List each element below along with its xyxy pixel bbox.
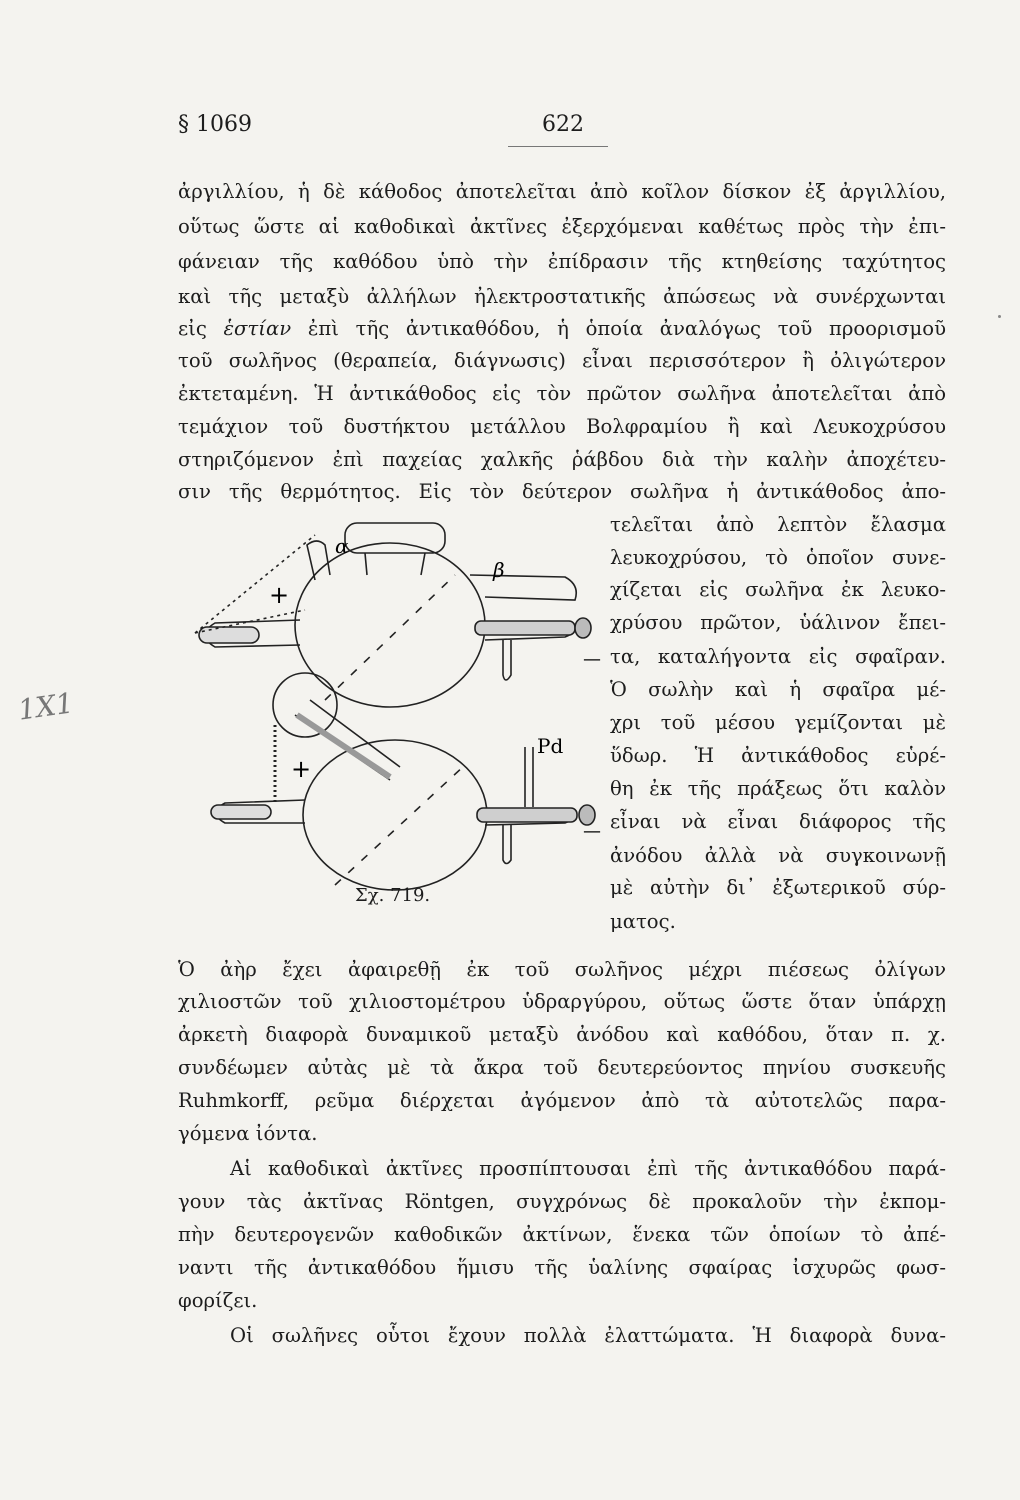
text-line: χιλιοστῶν τοῦ χιλιοστομέτρου ὑδραργύρου, οὕτως ὥστε ὅταν ὑπάρχῃ [178, 990, 946, 1013]
text-line: ἐκτεταμένη. Ἡ ἀντικάθοδος εἰς τὸν πρῶτον σωλῆνα ἀποτελεῖται ἀπὸ [178, 382, 946, 405]
page-number: 622 [542, 112, 584, 137]
text-line: γουν τὰς ἀκτῖνας Röntgen, συγχρόνως δὲ προκαλοῦν τὴν ἐκπομ- [178, 1190, 946, 1213]
text-line: φορίζει. [178, 1289, 258, 1312]
text-line: οὕτως ὥστε αἱ καθοδικαὶ ἀκτῖνες ἐξερχόμεναι καθέτως πρὸς τὴν ἐπι- [178, 215, 946, 238]
text-line: Ὁ ἀὴρ ἔχει ἀφαιρεθῇ ἐκ τοῦ σωλῆνος μέχρι πιέσεως ὀλίγων [178, 958, 946, 981]
text-line: χίζεται εἰς σωλῆνα ἐκ λευκο- [610, 578, 946, 601]
text-line: λευκοχρύσου, τὸ ὁποῖον συνε- [610, 546, 946, 569]
text-line: μὲ αὐτὴν δι᾽ ἐξωτερικοῦ σύρ- [610, 876, 946, 899]
italic-term: ἑστίαν [223, 317, 292, 340]
text-line: Οἱ σωλῆνες οὗτοι ἔχουν πολλὰ ἐλαττώματα. Ἡ διαφορὰ δυνα- [230, 1324, 946, 1347]
text-line: Ὁ σωλὴν καὶ ἡ σφαῖρα μέ- [610, 678, 946, 701]
margin-annotation: 1Χ1 [15, 686, 76, 727]
xray-tubes-drawing [185, 515, 605, 915]
scan-speck [998, 315, 1001, 318]
lower-anticathode [477, 808, 577, 822]
text-line: γόμενα ἰόντα. [178, 1122, 318, 1145]
text-line: Αἱ καθοδικαὶ ἀκτῖνες προσπίπτουσαι ἐπὶ τῆς ἀντικαθόδου παρά- [230, 1157, 946, 1180]
page-header [178, 112, 948, 152]
text-line: συνδέωμεν αὐτὰς μὲ τὰ ἄκρα τοῦ δευτερεύοντος πηνίου συσκευῆς [178, 1056, 946, 1079]
text-line: τεμάχιον τοῦ δυστήκτου μετάλλου Βολφραμίου ἢ καὶ Λευκοχρύσου [178, 415, 946, 438]
text-line: ματος. [610, 910, 676, 933]
text-line: τελεῖται ἀπὸ λεπτὸν ἔλασμα [610, 513, 946, 536]
text-line: τα, καταλήγοντα εἰς σφαῖραν. [610, 645, 946, 668]
text-line-estian [178, 313, 946, 345]
upper-cathode [199, 627, 259, 643]
text-line: θη ἐκ τῆς πράξεως ὅτι καλὸν [610, 777, 946, 800]
figure-719 [185, 515, 605, 915]
text-line: καὶ τῆς μεταξὺ ἀλλήλων ἠλεκτροστατικῆς ἀπώσεως νὰ συνέρχωνται [178, 285, 946, 308]
text-line: ὕδωρ. Ἡ ἀντικάθοδος εὑρέ- [610, 744, 946, 767]
label-beta: β [493, 558, 505, 582]
label-minus-lower: — [583, 821, 601, 842]
text-line: ἀρκετὴ διαφορὰ δυναμικοῦ μεταξὺ ἀνόδου καὶ καθόδου, ὅταν π. χ. [178, 1023, 946, 1046]
text-line: σιν τῆς θερμότητος. Εἰς τὸν δεύτερον σωλῆνα ἡ ἀντικάθοδος ἀπο- [178, 480, 946, 503]
text-line: πὴν δευτερογενῶν καθοδικῶν ἀκτίνων, ἕνεκα τῶν ὁποίων τὸ ἀπέ- [178, 1223, 946, 1246]
lower-regulator-sphere [273, 673, 337, 737]
word-run: ἐπὶ τῆς ἀντικαθόδου, ἡ ὁποία ἀναλόγως τοῦ προορισμοῦ [307, 317, 946, 340]
text-line: ἀργιλλίου, ἡ δὲ κάθοδος ἀποτελεῖται ἀπὸ κοῖλον δίσκον ἐξ ἀργιλλίου, [178, 180, 946, 203]
label-alpha: α [335, 534, 349, 558]
label-minus-upper: — [583, 649, 601, 670]
text-line: ναντι τῆς ἀντικαθόδου ἥμισυ τῆς ὑαλίνης σφαίρας ἰσχυρῶς φωσ- [178, 1256, 946, 1279]
label-plus-lower: + [291, 755, 312, 783]
label-plus-upper: + [269, 581, 290, 609]
upper-regulator-cylinder [345, 523, 445, 553]
text-line: φάνειαν τῆς καθόδου ὑπὸ τὴν ἐπίδρασιν τῆς κτηθείσης ταχύτητος [178, 250, 946, 273]
lower-cathode [211, 805, 271, 819]
text-line: στηριζόμενον ἐπὶ παχείας χαλκῆς ῥάβδου διὰ τὴν καλὴν ἀποχέτευ- [178, 448, 946, 471]
text-line: ἀνόδου ἀλλὰ νὰ συγκοινωνῇ [610, 844, 946, 867]
figure-caption: Σχ. 719. [355, 885, 431, 906]
text-line: τοῦ σωλῆνος (θεραπεία, διάγνωσις) εἶναι περισσότερον ἢ ὀλιγώτερον [178, 349, 946, 372]
upper-bulb [295, 543, 485, 707]
text-line: εἶναι νὰ εἶναι διάφορος τῆς [610, 810, 946, 833]
text-line: Ruhmkorff, ρεῦμα διέρχεται ἀγόμενον ἀπὸ τὰ αὐτοτελῶς παρα- [178, 1089, 946, 1112]
upper-anticathode [475, 621, 575, 635]
label-pd: Pd [537, 734, 564, 758]
section-number: § 1069 [178, 112, 252, 137]
page-number-rule [508, 146, 608, 147]
text-line: χρι τοῦ μέσου γεμίζονται μὲ [610, 711, 946, 734]
text-line: χρύσου πρῶτον, ὑάλινον ἔπει- [610, 611, 946, 634]
word: εἰς [178, 317, 207, 340]
